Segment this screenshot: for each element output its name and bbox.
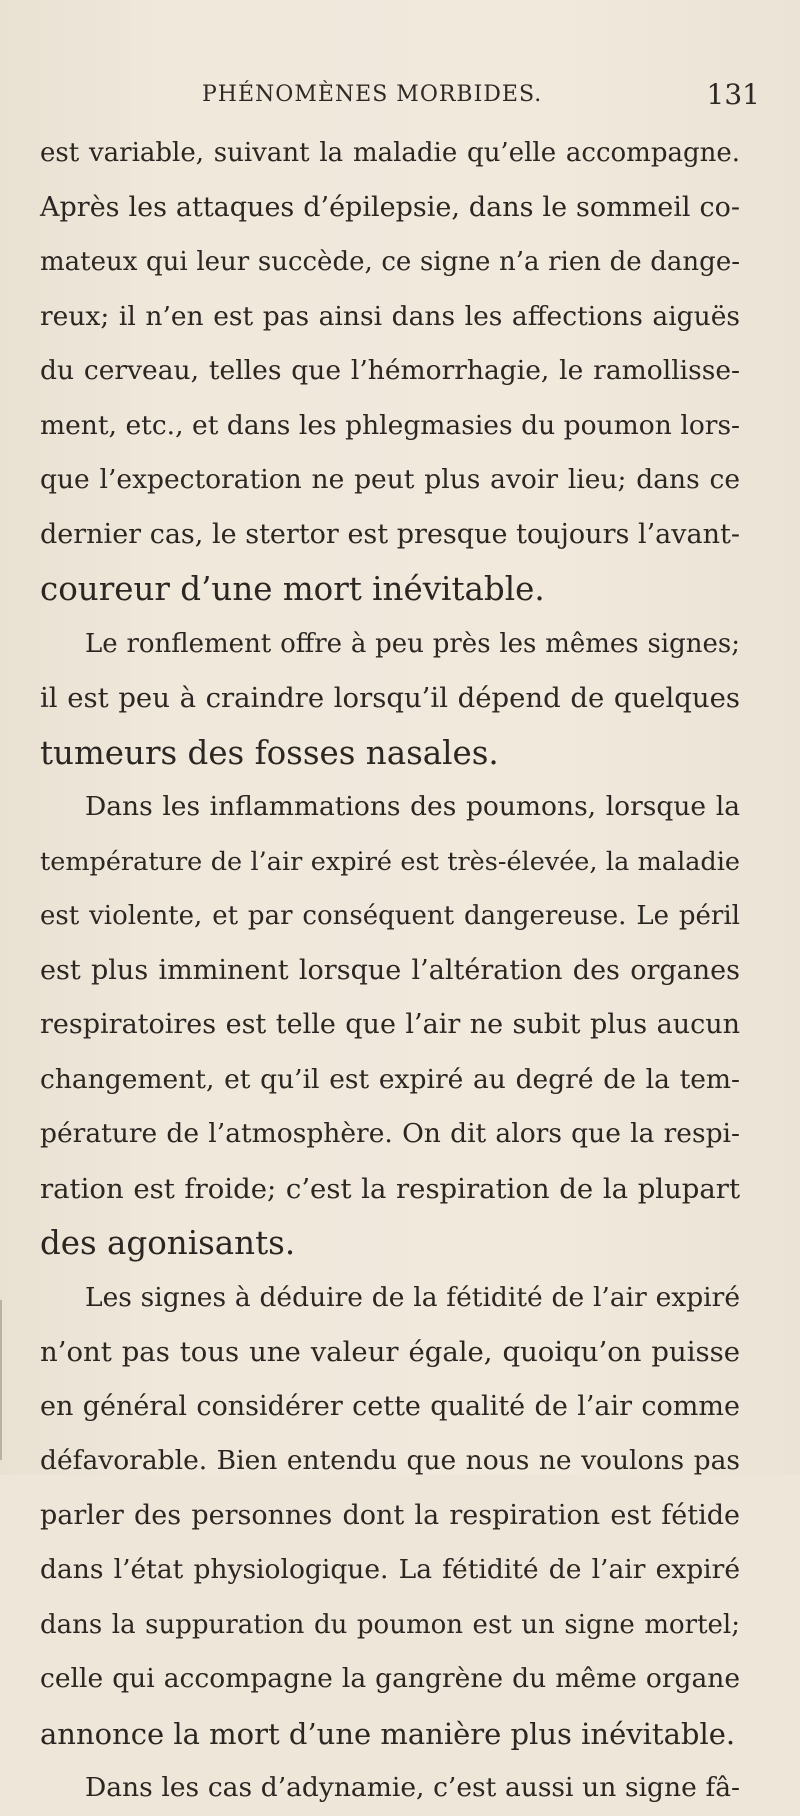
text-line: dernier cas, le stertor est presque toujours l’avant-	[40, 518, 740, 550]
text-line: Les signes à déduire de la fétidité de l’air expiré	[85, 1281, 740, 1313]
text-line: des agonisants.	[40, 1224, 296, 1262]
text-line: celle qui accompagne la gangrène du même organe	[40, 1663, 740, 1694]
text-line: dans la suppuration du poumon est un signe mortel;	[40, 1609, 740, 1640]
text-line: Dans les cas d’adynamie, c’est aussi un signe fâ-	[85, 1772, 740, 1803]
page-edge-shadow	[0, 1300, 2, 1460]
text-line: reux; il n’en est pas ainsi dans les affections aiguës	[40, 300, 740, 332]
text-line: annonce la mort d’une manière plus inévitable.	[40, 1716, 736, 1751]
running-head	[60, 76, 760, 116]
text-line: ration est froide; c’est la respiration de la plupart	[40, 1172, 740, 1205]
running-title: PHÉNOMÈNES MORBIDES.	[202, 82, 543, 107]
text-line: que l’expectoration ne peut plus avoir lieu; dans ce	[40, 464, 740, 495]
text-line: Le ronflement offre à peu près les mêmes signes;	[85, 628, 740, 659]
text-line: respiratoires est telle que l’air ne subit plus aucun	[40, 1009, 740, 1040]
text-line: parler des personnes dont la respiration est fétide	[40, 1499, 740, 1531]
text-line: changement, et qu’il est expiré au degré de la tem-	[40, 1063, 740, 1095]
text-line: température de l’air expiré est très-élevée, la maladie	[40, 846, 740, 877]
text-line: il est peu à craindre lorsqu’il dépend de quelques	[40, 682, 740, 714]
text-line: est variable, suivant la maladie qu’elle accompagne.	[40, 138, 740, 168]
text-line: n’ont pas tous une valeur égale, quoiqu’on puisse	[40, 1336, 740, 1368]
text-line: mateux qui leur succède, ce signe n’a rien de dange-	[40, 247, 740, 277]
text-line: Dans les inflammations des poumons, lorsque la	[85, 791, 740, 822]
text-line: est plus imminent lorsque l’altération des organes	[40, 954, 740, 986]
text-line: pérature de l’atmosphère. On dit alors que la respi-	[40, 1118, 740, 1149]
text-line: ment, etc., et dans les phlegmasies du poumon lors-	[40, 409, 740, 441]
text-line: dans l’état physiologique. La fétidité de l’air expiré	[40, 1554, 740, 1585]
text-line: tumeurs des fosses nasales.	[40, 733, 499, 772]
text-line: Après les attaques d’épilepsie, dans le sommeil co-	[40, 191, 740, 223]
page-number: 131	[706, 78, 760, 111]
text-line: défavorable. Bien entendu que nous ne voulons pas	[40, 1445, 740, 1476]
text-line: en général considérer cette qualité de l’air comme	[40, 1390, 740, 1422]
body-text	[40, 126, 740, 1816]
text-line: du cerveau, telles que l’hémorrhagie, le ramollisse-	[40, 355, 740, 386]
text-line: coureur d’une mort inévitable.	[40, 570, 545, 608]
text-line: est violente, et par conséquent dangereuse. Le péril	[40, 901, 740, 931]
